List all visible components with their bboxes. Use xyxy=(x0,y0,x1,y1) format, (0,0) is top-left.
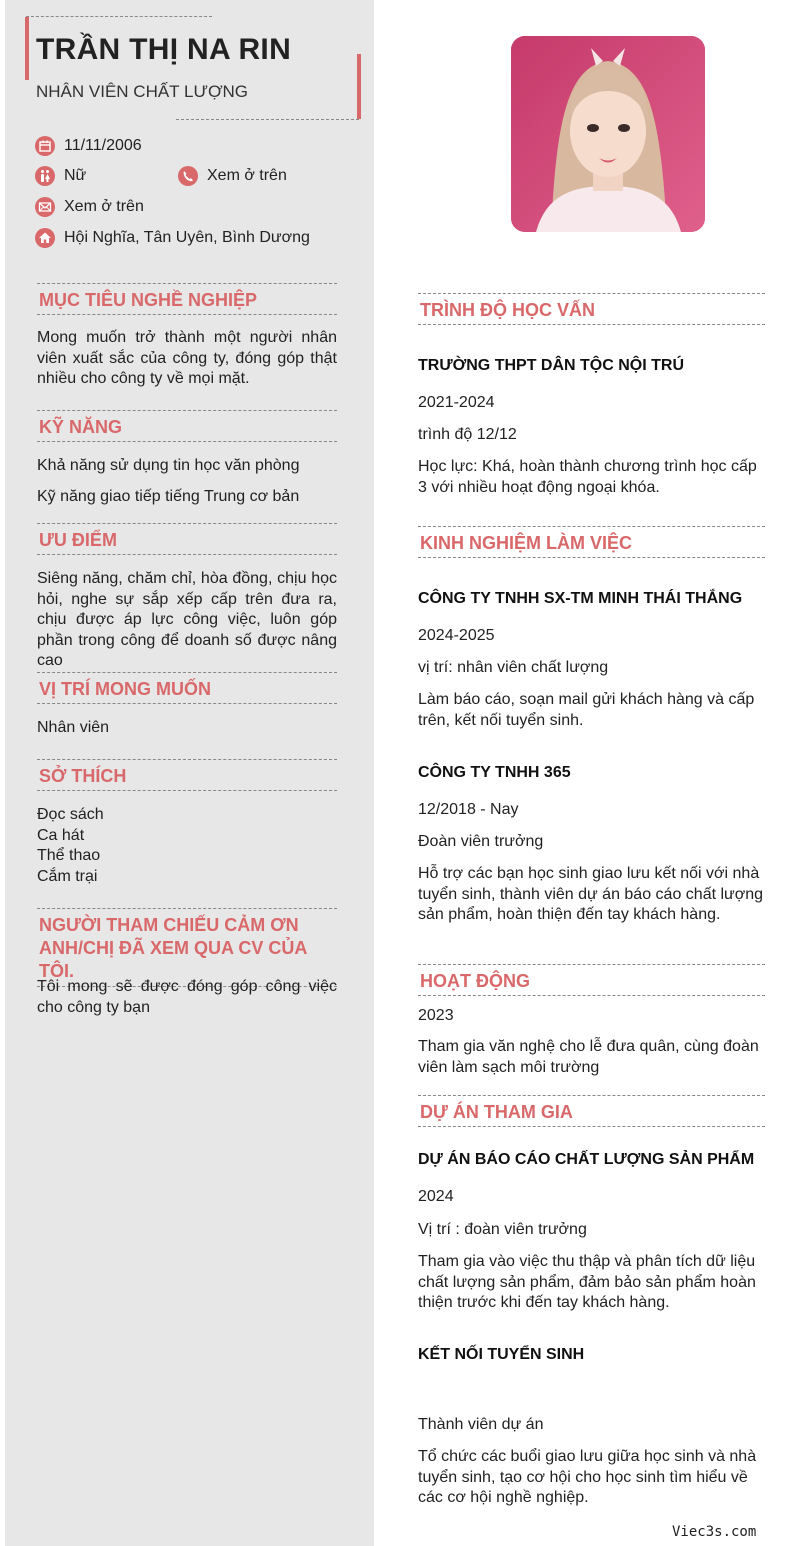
hobby-item: Đọc sách xyxy=(37,806,104,823)
project-role: Vị trí : đoàn viên trưởng xyxy=(418,1221,587,1238)
home-icon xyxy=(35,228,55,248)
project-role: Thành viên dự án xyxy=(418,1416,544,1433)
project-detail: Tham gia vào việc thu thập và phân tích dữ liệu chất lượng sản phẩm, đảm bảo sản phẩm hoàn thiện trước khi đến tay khách hàng. xyxy=(418,1253,756,1311)
header-divider-top xyxy=(26,16,212,17)
address-value: Hội Nghĩa, Tân Uyên, Bình Dương xyxy=(64,229,310,246)
education-period: 2021-2024 xyxy=(418,394,495,411)
title-accent-bar xyxy=(357,54,361,119)
activity-detail: Tham gia văn nghệ cho lễ đưa quân, cùng đoàn viên làm sạch môi trường xyxy=(418,1038,759,1076)
project-name: KẾT NỐI TUYỂN SINH xyxy=(418,1346,585,1363)
references-text: Tôi mong sẽ được đóng góp công việc cho công ty bạn xyxy=(37,978,337,1016)
project-name: DỰ ÁN BÁO CÁO CHẤT LƯỢNG SẢN PHẨM xyxy=(418,1151,755,1168)
birthday-value: 11/11/2006 xyxy=(64,137,142,154)
job-company: CÔNG TY TNHH 365 xyxy=(418,764,571,781)
job-detail: Hỗ trợ các bạn học sinh giao lưu kết nối với nhà tuyển sinh, thành viên dự án báo cáo chất lượng sản phẩm, hoàn thiện đến tay khách hàng. xyxy=(418,865,764,923)
activities-title: HOẠT ĐỘNG xyxy=(418,964,765,996)
hobby-item: Thể thao xyxy=(37,847,101,864)
calendar-icon xyxy=(35,136,55,156)
phone-value: Xem ở trên xyxy=(207,167,287,184)
experience-title: KINH NGHIỆM LÀM VIỆC xyxy=(418,526,765,558)
education-detail: Học lực: Khá, hoàn thành chương trình học cấp 3 với nhiều hoạt động ngoại khóa. xyxy=(418,458,757,496)
job-role: Đoàn viên trưởng xyxy=(418,833,544,850)
profile-photo xyxy=(511,36,705,232)
references-title: NGƯỜI THAM CHIẾU CẢM ƠN ANH/CHỊ ĐÃ XEM QUA CV CỦA TÔI. xyxy=(37,908,337,987)
contact-birthday xyxy=(35,136,142,156)
job-period: 12/2018 - Nay xyxy=(418,801,519,818)
objective-text: Mong muốn trở thành một người nhân viên xuất sắc của công ty, đóng góp thật nhiều cho công ty về mọi mặt. xyxy=(37,329,337,387)
projects-title: DỰ ÁN THAM GIA xyxy=(418,1095,765,1127)
school-name: TRƯỜNG THPT DÂN TỘC NỘI TRÚ xyxy=(418,357,685,374)
job-role: vị trí: nhân viên chất lượng xyxy=(418,659,609,676)
gender-value: Nữ xyxy=(64,167,87,184)
position-text: Nhân viên xyxy=(37,719,110,736)
contact-gender xyxy=(35,166,86,186)
strengths-text: Siêng năng, chăm chỉ, hòa đồng, chịu học hỏi, nghe sự sắp xếp cấp trên đưa ra, chịu được áp lực công việc, luôn góp phần trong công để doanh số được nâng cao xyxy=(37,570,337,669)
job-detail: Làm báo cáo, soạn mail gửi khách hàng và cấp trên, kết nối tuyển sinh. xyxy=(418,691,755,729)
contact-phone xyxy=(178,166,287,186)
objective-title: MỤC TIÊU NGHỀ NGHIỆP xyxy=(37,283,337,315)
skills-title: KỸ NĂNG xyxy=(37,410,337,442)
hobbies-title: SỞ THÍCH xyxy=(37,759,337,791)
contact-address xyxy=(35,228,310,248)
skill-item: Kỹ năng giao tiếp tiếng Trung cơ bản xyxy=(37,488,300,505)
education-level: trình độ 12/12 xyxy=(418,426,517,443)
project-detail: Tổ chức các buổi giao lưu giữa học sinh và nhà tuyển sinh, tạo cơ hội cho học sinh tìm hiểu về các cơ hội nghề nghiệp. xyxy=(418,1448,757,1506)
email-value: Xem ở trên xyxy=(64,198,144,215)
gender-icon xyxy=(35,166,55,186)
contact-email xyxy=(35,197,144,217)
header-divider-bottom xyxy=(176,119,359,120)
hobby-item: Ca hát xyxy=(37,827,85,844)
hobby-item: Cắm trại xyxy=(37,868,98,885)
job-company: CÔNG TY TNHH SX-TM MINH THÁI THẮNG xyxy=(418,590,743,607)
job-period: 2024-2025 xyxy=(418,627,495,644)
name-accent-bar xyxy=(25,17,29,80)
skill-item: Khả năng sử dụng tin học văn phòng xyxy=(37,457,300,474)
strengths-title: ƯU ĐIỂM xyxy=(37,523,337,555)
job-title: NHÂN VIÊN CHẤT LƯỢNG xyxy=(36,82,249,101)
email-icon xyxy=(35,197,55,217)
activity-year: 2023 xyxy=(418,1007,454,1024)
phone-icon xyxy=(178,166,198,186)
position-title: VỊ TRÍ MONG MUỐN xyxy=(37,672,337,704)
brand-watermark: Viec3s.com xyxy=(672,1524,757,1540)
education-title: TRÌNH ĐỘ HỌC VẤN xyxy=(418,293,765,325)
project-year: 2024 xyxy=(418,1188,454,1205)
candidate-name: TRẦN THỊ NA RIN xyxy=(36,33,292,66)
